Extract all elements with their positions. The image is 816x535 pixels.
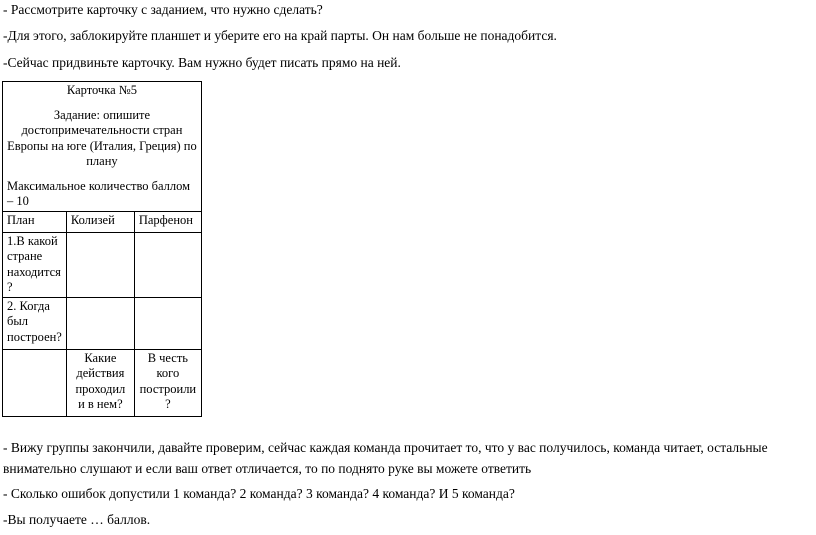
row-3-colosseum: Какие действия проходил и в нем? — [66, 349, 134, 416]
card-header — [3, 82, 202, 212]
intro-line-1: - Рассмотрите карточку с заданием, что нужно сделать? — [3, 2, 323, 17]
card-max-score: Максимальное количество баллом – 10 — [7, 178, 191, 208]
row-3-plan — [3, 349, 67, 416]
card-task: Задание: опишите достопримечательности стран Европы на юге (Италия, Греция) по плану — [7, 107, 197, 168]
row-3-parthenon: В честь кого построили ? — [134, 349, 201, 416]
row-1-colosseum — [66, 232, 134, 297]
row-1-parthenon — [134, 232, 201, 297]
outro-paragraph-1: - Вижу группы закончили, давайте проверим, сейчас каждая команда прочитает то, что у вас получилось, команда читает, остальные внимательно слушают и если ваш ответ отличается, то по поднято руке вы можете ответить — [3, 440, 768, 476]
row-1-plan: 1.В какой стране находится ? — [3, 232, 67, 297]
card-title: Карточка №5 — [66, 83, 137, 97]
intro-line-3: -Сейчас придвиньте карточку. Вам нужно будет писать прямо на ней. — [3, 55, 401, 70]
row-2-parthenon — [134, 297, 201, 349]
column-header-colosseum: Колизей — [66, 211, 134, 232]
task-card — [2, 81, 202, 417]
table-row — [3, 297, 202, 349]
table-row — [3, 232, 202, 297]
row-2-plan: 2. Когда был построен? — [3, 297, 67, 349]
card-column-headers — [3, 211, 202, 232]
row-2-colosseum — [66, 297, 134, 349]
card-header-row — [3, 82, 202, 212]
intro-line-2: -Для этого, заблокируйте планшет и уберите его на край парты. Он нам больше не понадобится. — [3, 28, 557, 43]
outro-line-3: -Вы получаете … баллов. — [3, 512, 151, 527]
column-header-parthenon: Парфенон — [134, 211, 201, 232]
column-header-plan: План — [3, 211, 67, 232]
outro-line-2: - Сколько ошибок допустили 1 команда? 2 команда? 3 команда? 4 команда? И 5 команда? — [3, 486, 515, 501]
table-row — [3, 349, 202, 416]
